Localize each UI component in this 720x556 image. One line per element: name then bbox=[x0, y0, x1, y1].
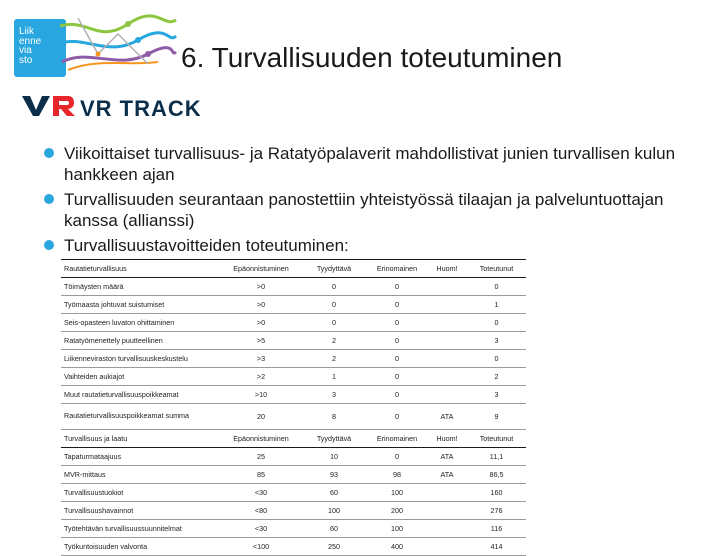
table-header-row bbox=[61, 260, 526, 278]
table-cell: Turvallisuustuokiot bbox=[61, 484, 221, 502]
bullet-dot-icon bbox=[44, 240, 54, 250]
table-cell: 60 bbox=[301, 520, 367, 538]
table-row bbox=[61, 314, 526, 332]
table-cell: 100 bbox=[367, 520, 427, 538]
table-row bbox=[61, 448, 526, 466]
table-cell: 0 bbox=[467, 278, 526, 296]
table-row bbox=[61, 538, 526, 556]
table-row bbox=[61, 466, 526, 484]
safety-targets-table bbox=[61, 259, 526, 556]
table-row bbox=[61, 368, 526, 386]
table-cell: >0 bbox=[221, 278, 301, 296]
table-cell: Ratatyömenettely puutteellinen bbox=[61, 332, 221, 350]
table-cell: >3 bbox=[221, 350, 301, 368]
logo-network-graphic bbox=[58, 14, 178, 72]
header-cell: Huom! bbox=[427, 430, 467, 448]
bullet-text: Turvallisuustavoitteiden toteutuminen: bbox=[64, 236, 349, 255]
header-cell: Tyydyttävä bbox=[301, 430, 367, 448]
table-cell: 116 bbox=[467, 520, 526, 538]
table-cell: ATA bbox=[427, 466, 467, 484]
table-cell bbox=[427, 332, 467, 350]
table-cell: 0 bbox=[301, 296, 367, 314]
table-cell: 100 bbox=[367, 484, 427, 502]
table-cell: 0 bbox=[467, 350, 526, 368]
table-row bbox=[61, 296, 526, 314]
table-cell: 400 bbox=[367, 538, 427, 556]
table-cell: 1 bbox=[467, 296, 526, 314]
table-row bbox=[61, 484, 526, 502]
table-cell: 0 bbox=[367, 332, 427, 350]
header-cell: Erinomainen bbox=[367, 430, 427, 448]
header-cell: Toteutunut bbox=[467, 430, 526, 448]
table-cell: 85 bbox=[221, 466, 301, 484]
table-cell: 0 bbox=[301, 278, 367, 296]
brand-text: VR TRACK bbox=[80, 96, 202, 121]
table-cell: ATA bbox=[427, 448, 467, 466]
header-cell: Erinomainen bbox=[367, 260, 427, 278]
header-cell: Rautatieturvallisuus bbox=[61, 260, 221, 278]
header-cell: Tyydyttävä bbox=[301, 260, 367, 278]
header-cell: Toteutunut bbox=[467, 260, 526, 278]
table-cell: 11,1 bbox=[467, 448, 526, 466]
table-cell bbox=[427, 296, 467, 314]
logo-line: Liik bbox=[19, 26, 35, 37]
header-cell: Huom! bbox=[427, 260, 467, 278]
table-cell: 0 bbox=[367, 350, 427, 368]
bullet-item bbox=[44, 189, 684, 231]
table-cell: Turvallisuushavainnot bbox=[61, 502, 221, 520]
table-cell: Seis-opasteen luvaton ohittaminen bbox=[61, 314, 221, 332]
table-cell: 0 bbox=[367, 386, 427, 404]
table-cell: 2 bbox=[467, 368, 526, 386]
table-cell: 9 bbox=[467, 404, 526, 430]
table-cell bbox=[427, 538, 467, 556]
table-cell: Töimäysten määrä bbox=[61, 278, 221, 296]
bullet-text: Turvallisuuden seurantaan panostettiin yhteistyössä tilaajan ja palveluntuottajan kanssa (allianssi) bbox=[64, 190, 664, 230]
table-cell: 100 bbox=[301, 502, 367, 520]
table-cell: >0 bbox=[221, 314, 301, 332]
table-cell: Rautatieturvallisuuspoikkeamat summa bbox=[61, 404, 221, 430]
table-cell bbox=[427, 386, 467, 404]
table-cell: 0 bbox=[301, 314, 367, 332]
table-cell: 250 bbox=[301, 538, 367, 556]
page-title: 6. Turvallisuuden toteutuminen bbox=[181, 42, 563, 73]
logo-line: enne bbox=[19, 35, 42, 47]
table-cell: 0 bbox=[367, 368, 427, 386]
table-cell bbox=[427, 484, 467, 502]
table-cell: 0 bbox=[467, 314, 526, 332]
table-cell: 414 bbox=[467, 538, 526, 556]
table-row bbox=[61, 332, 526, 350]
table-cell: 0 bbox=[367, 314, 427, 332]
table-cell: 3 bbox=[467, 386, 526, 404]
header-cell: Epäonnistuminen bbox=[221, 260, 301, 278]
table-cell: >5 bbox=[221, 332, 301, 350]
table-row bbox=[61, 520, 526, 538]
table-cell: 98 bbox=[367, 466, 427, 484]
table-cell: >10 bbox=[221, 386, 301, 404]
table-cell: <80 bbox=[221, 502, 301, 520]
header-cell: Turvallisuus ja laatu bbox=[61, 430, 221, 448]
table-cell: Työkuntoisuuden valvonta bbox=[61, 538, 221, 556]
table-cell: 10 bbox=[301, 448, 367, 466]
table-cell: 93 bbox=[301, 466, 367, 484]
bullet-item bbox=[44, 143, 684, 185]
table-cell: <30 bbox=[221, 520, 301, 538]
table-cell: Työmaasta johtuvat suistumiset bbox=[61, 296, 221, 314]
table-cell bbox=[427, 368, 467, 386]
bullet-dot-icon bbox=[44, 194, 54, 204]
table-row bbox=[61, 350, 526, 368]
table-cell: 3 bbox=[301, 386, 367, 404]
table-cell: 25 bbox=[221, 448, 301, 466]
table-cell bbox=[427, 520, 467, 538]
table-cell: Vaihteiden aukiajot bbox=[61, 368, 221, 386]
table-cell: 0 bbox=[367, 278, 427, 296]
table-cell: Työtehtävän turvallisuussuunnitelmat bbox=[61, 520, 221, 538]
table-cell: 1 bbox=[301, 368, 367, 386]
table-cell: Tapaturmataajuus bbox=[61, 448, 221, 466]
table-cell bbox=[427, 502, 467, 520]
table-cell: 0 bbox=[367, 404, 427, 430]
table-cell: 0 bbox=[367, 296, 427, 314]
table-cell: Muut rautatieturvallisuuspoikkeamat bbox=[61, 386, 221, 404]
table-summary-row bbox=[61, 404, 526, 430]
bullet-dot-icon bbox=[44, 148, 54, 158]
table-cell: 2 bbox=[301, 332, 367, 350]
table-cell: 8 bbox=[301, 404, 367, 430]
table-row bbox=[61, 502, 526, 520]
table-header-row bbox=[61, 430, 526, 448]
table-cell: 200 bbox=[367, 502, 427, 520]
table-cell: 0 bbox=[367, 448, 427, 466]
table-cell: 276 bbox=[467, 502, 526, 520]
table-cell: 2 bbox=[301, 350, 367, 368]
table-cell: 60 bbox=[301, 484, 367, 502]
header-cell: Epäonnistuminen bbox=[221, 430, 301, 448]
table-cell: 86,5 bbox=[467, 466, 526, 484]
table-cell: 160 bbox=[467, 484, 526, 502]
table-cell: ATA bbox=[427, 404, 467, 430]
logo-text bbox=[19, 27, 41, 65]
table-row bbox=[61, 386, 526, 404]
bullet-text: Viikoittaiset turvallisuus- ja Ratatyöpalaverit mahdollistivat junien turvallisen kulun hankkeen ajan bbox=[64, 144, 676, 184]
table-cell: >0 bbox=[221, 296, 301, 314]
table-cell: 20 bbox=[221, 404, 301, 430]
table-cell bbox=[427, 314, 467, 332]
table-cell bbox=[427, 278, 467, 296]
table-cell: >2 bbox=[221, 368, 301, 386]
table-cell: MVR-mittaus bbox=[61, 466, 221, 484]
table-cell: <100 bbox=[221, 538, 301, 556]
logo-line: sto bbox=[19, 54, 33, 66]
table-cell: <30 bbox=[221, 484, 301, 502]
table-cell bbox=[427, 350, 467, 368]
table-row bbox=[61, 278, 526, 296]
bullet-list bbox=[44, 143, 684, 260]
table-cell: Liikenneviraston turvallisuuskeskustelu bbox=[61, 350, 221, 368]
table-cell: 3 bbox=[467, 332, 526, 350]
bullet-item bbox=[44, 235, 684, 256]
logo-line: via bbox=[19, 45, 32, 56]
vr-track-logo bbox=[22, 94, 202, 121]
